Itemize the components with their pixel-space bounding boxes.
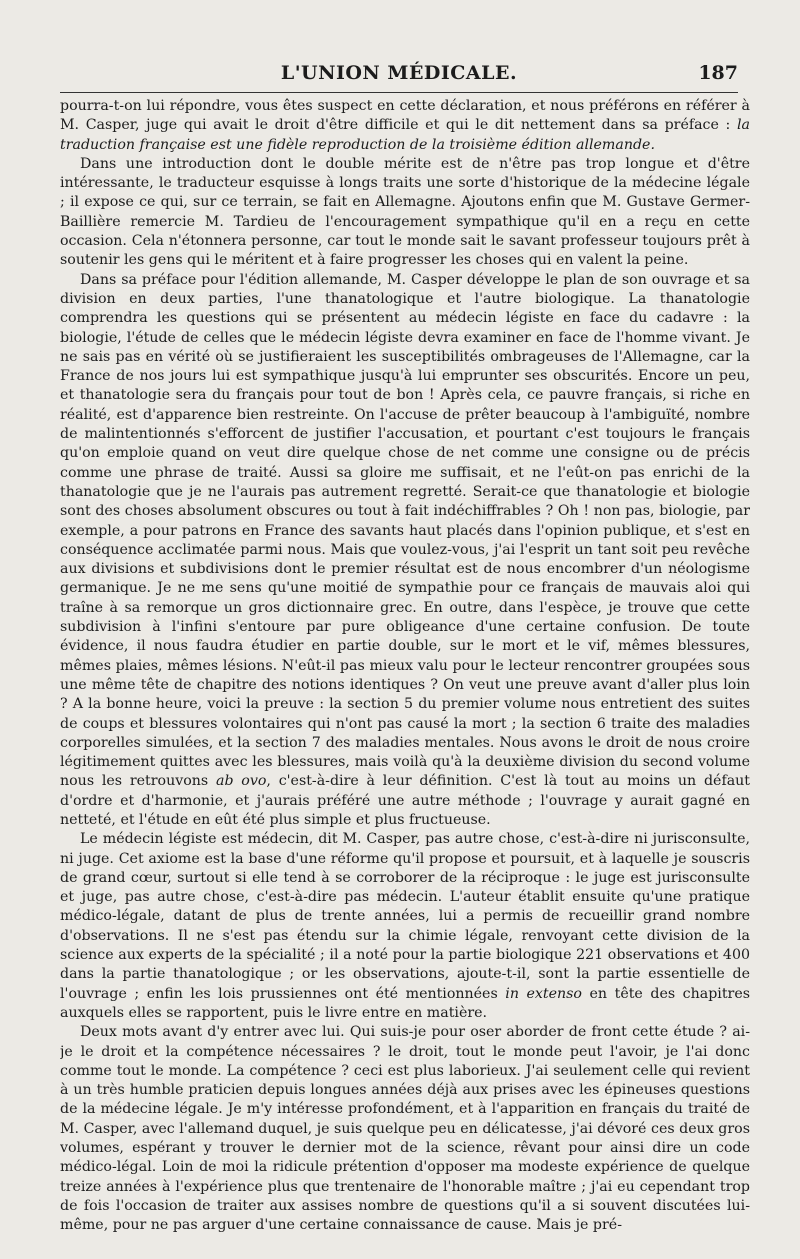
italic-quote: la traduction française est une fidèle reproduction de la troisième édition allemande. <box>60 117 750 153</box>
text-run: Dans sa préface pour l'édition allemande, M. Casper développe le plan de son ouvrage et sa division en deux parties, l'une thanatologique et l'autre biologique. La thanatologie comprendra les questions qui se présentent au médecin légiste en face du cadavre : la biologie, l'étude de celles que le médecin légiste devra examiner en face de l'homme vivant. Je ne sais pas en vérité où se justifieraient les susceptibilités ombrageuses de l'Allemagne, car la France de nos jours lui est sympathique jusqu'à lui emprunter ses obscurités. Encore un peu, et thanatologie sera du français pour tout de bon ! Après cela, ce pauvre français, si riche en réalité, est d'apparence bien restreinte. On l'accuse de prêter beaucoup à l'ambiguïté, nombre de malintentionnés s'efforcent de justifier l'accusation, et pourtant c'est toujours le français qu'on emploie quand on veut dire quelque chose de net comme une consigne ou de précis comme une phrase de traité. Aussi sa gloire me suffisait, et ne l'eût-on pas enrichi de la thanatologie que je ne l'aurais pas autrement regretté. Serait-ce que thanatologie et biologie sont des choses absolument obscures ou tout à fait indéchiffrables ? Oh ! non pas, biologie, par exemple, a pour patrons en France des savants haut placés dans l'opinion publique, et s'est en conséquence acclimatée parmi nous. Mais que voulez-vous, j'ai l'esprit un tant soit peu revêche aux divisions et subdivisions dont le premier résultat est de nous encombrer d'un néologisme germanique. Je ne me sens qu'une moitié de sympathie pour ce français de mauvais aloi qui traîne à sa remorque un gros dictionnaire grec. En outre, dans l'espèce, je trouve que cette subdivision à l'infini s'entoure par pure obligeance d'une certaine confusion. De toute évidence, il nous faudra étudier en partie double, sur le mort et le vif, mêmes blessures, mêmes plaies, mêmes lésions. N'eût-il pas mieux valu pour le lecteur rencontrer groupées sous une même tête de chapitre des notions identiques ? On veut une preuve avant d'aller plus loin ? A la bonne heure, voici la preuve : la section 5 du premier volume nous entretient des suites de coups et blessures volontaires qui n'ont pas causé la mort ; la section 6 traite des maladies corporelles simulées, et la section 7 des maladies mentales. Nous avons le droit de nous croire légitimement quittes avec les blessures, mais voilà qu'à la deuxième division du second volume nous les retrouvons <box>60 271 750 790</box>
running-header <box>60 58 738 92</box>
journal-title: L'UNION MÉDICALE. <box>280 62 518 84</box>
paragraph <box>60 155 750 271</box>
italic-phrase: in extenso <box>505 985 582 1002</box>
paragraph <box>60 1023 750 1235</box>
header-rule <box>60 92 738 93</box>
text-run: en tête des chapitres auxquels elles se rapportent, puis le livre entre en matière. <box>60 985 750 1021</box>
paragraph <box>60 830 750 1023</box>
text-run: Le médecin légiste est médecin, dit M. Casper, pas autre chose, c'est-à-dire ni jurisconsulte, ni juge. Cet axiome est la base d'une réforme qu'il propose et poursuit, et à laquelle je souscris de grand cœur, surtout si elle tend à se corroborer de la réciproque : le juge est jurisconsulte et juge, pas autre chose, c'est-à-dire pas médecin. L'auteur établit ensuite qu'une pratique médico-légale, datant de plus de trente années, lui a permis de recueillir grand nombre d'observations. Il ne s'est pas étendu sur la chimie légale, renvoyant cette division de la science aux experts de la spécialité ; il a noté pour la partie biologique 221 observations et 400 dans la partie thanatologique ; or les observations, ajoute-t-il, sont la partie essentielle de l'ouvrage ; enfin les lois prussiennes ont été mentionnées <box>60 831 750 1002</box>
page-number: 187 <box>698 62 738 84</box>
paragraph <box>60 97 750 155</box>
article-body <box>60 97 750 1247</box>
italic-phrase: ab ovo <box>215 773 267 790</box>
text-run: Dans une introduction dont le double mérite est de n'être pas trop longue et d'être intéressante, le traducteur esquisse à longs traits une sorte d'historique de la médecine légale ; il expose ce qui, sur ce terrain, se fait en Allemagne. Ajoutons enfin que M. Gustave Germer-Baillière remercie M. Tardieu de l'encouragement sympathique qu'il en a reçu en cette occasion. Cela n'étonnera personne, car tout le monde sait le savant professeur toujours prêt à soutenir les gens qui le méritent et à faire progresser les choses qui en valent la peine. <box>60 155 750 269</box>
paragraph <box>60 271 750 831</box>
text-run: , c'est-à-dire à leur définition. C'est là tout au moins un défaut d'ordre et d'harmonie, et j'aurais préféré une autre méthode ; l'ouvrage y aurait gagné en netteté, et l'étude en eût été plus simple et plus fructueuse. <box>60 773 750 828</box>
text-run: Deux mots avant d'y entrer avec lui. Qui suis-je pour oser aborder de front cette étude ? ai-je le droit et la compétence nécessaires ? le droit, tout le monde peut l'avoir, je l'ai donc comme tout le monde. La compétence ? ceci est plus laborieux. J'ai seulement celle qui revient à un très humble praticien depuis longues années déjà aux prises avec les épineuses questions de la médecine légale. Je m'y intéresse profondément, et à l'apparition en français du traité de M. Casper, avec l'allemand duquel, je suis quelque peu en délicatesse, j'ai dévoré ces deux gros volumes, espérant y trouver le dernier mot de la science, rêvant pour ainsi dire un code médico-légal. Loin de moi la ridicule prétention d'opposer ma modeste expérience de quelque treize années à l'expérience plus que trentenaire de l'honorable maître ; j'ai eu cependant trop de fois l'occasion de traiter aux assises nombre de questions qu'il a si souvent discutées lui-même, pour ne pas arguer d'une certaine connaissance de cause. Mais je pré- <box>60 1024 750 1234</box>
text-run: pourra-t-on lui répondre, vous êtes suspect en cette déclaration, et nous préférons en référer à M. Casper, juge qui avait le droit d'être difficile et qui le dit nettement dans sa préface : <box>60 98 750 134</box>
